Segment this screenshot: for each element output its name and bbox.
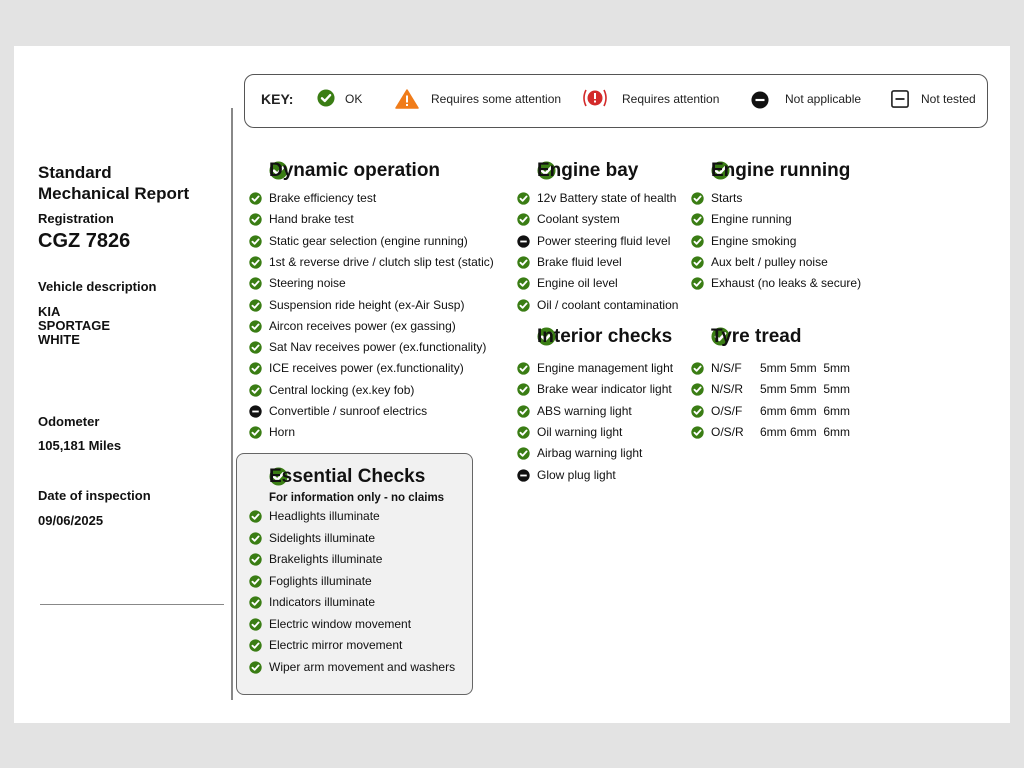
tread-depth-values: 5mm 5mm 5mm bbox=[760, 361, 850, 375]
check-item-label: N/S/R bbox=[711, 382, 744, 396]
signature-line bbox=[40, 604, 224, 605]
tread-depth-values: 5mm 5mm 5mm bbox=[760, 382, 850, 396]
check-item-label: Sat Nav receives power (ex.functionality) bbox=[269, 340, 487, 354]
section-title: Dynamic operation bbox=[269, 160, 441, 181]
check-item-label: Engine management light bbox=[537, 361, 674, 375]
registration-value: CGZ 7826 bbox=[38, 230, 131, 252]
check-item-label: Headlights illuminate bbox=[269, 509, 380, 523]
check-item-label: Starts bbox=[711, 191, 743, 205]
section-title: Engine bay bbox=[537, 160, 639, 181]
report-title: Standard Mechanical Report bbox=[38, 163, 190, 203]
check-item-label: Power steering fluid level bbox=[537, 234, 671, 248]
check-item-label: Airbag warning light bbox=[537, 446, 643, 460]
report-sheet bbox=[14, 46, 1010, 723]
check-item-label: Horn bbox=[269, 425, 296, 439]
check-item-label: Foglights illuminate bbox=[269, 574, 372, 588]
check-item-label: Electric window movement bbox=[269, 617, 412, 631]
key-ok-label: OK bbox=[345, 92, 363, 106]
registration-label: Registration bbox=[38, 211, 114, 226]
check-item-label: Suspension ride height (ex-Air Susp) bbox=[269, 298, 465, 312]
check-item-label: Brake efficiency test bbox=[269, 191, 377, 205]
not-tested-icon bbox=[891, 90, 909, 113]
inspection-date-label: Date of inspection bbox=[38, 488, 151, 503]
tread-depth-values: 6mm 6mm 6mm bbox=[760, 425, 850, 439]
inspection-date-value: 09/06/2025 bbox=[38, 513, 104, 528]
check-item-label: 1st & reverse drive / clutch slip test (static) bbox=[269, 255, 494, 269]
key-na-label: Not applicable bbox=[785, 92, 862, 106]
check-item-label: O/S/R bbox=[711, 425, 744, 439]
key-some-attention-label: Requires some attention bbox=[431, 92, 562, 106]
check-item-label: ICE receives power (ex.functionality) bbox=[269, 361, 464, 375]
attention-alert-icon bbox=[582, 88, 608, 113]
check-item-label: O/S/F bbox=[711, 404, 743, 418]
key-attention-label: Requires attention bbox=[622, 92, 720, 106]
section-title: Engine running bbox=[711, 160, 851, 181]
check-item-label: Aircon receives power (ex gassing) bbox=[269, 319, 456, 333]
check-item-label: Hand brake test bbox=[269, 212, 354, 226]
key-legend bbox=[244, 74, 988, 128]
check-item-label: Brake fluid level bbox=[537, 255, 622, 269]
check-item-label: Coolant system bbox=[537, 212, 620, 226]
essential-checks-subtitle: For information only - no claims bbox=[269, 492, 445, 504]
check-item-label: Brakelights illuminate bbox=[269, 552, 383, 566]
check-item-label: Oil / coolant contamination bbox=[537, 298, 679, 312]
check-item-label: Engine oil level bbox=[537, 276, 618, 290]
column-divider bbox=[231, 108, 233, 700]
key-not-tested-label: Not tested bbox=[921, 92, 976, 106]
check-item-label: Engine running bbox=[711, 212, 792, 226]
check-item-label: Glow plug light bbox=[537, 468, 616, 482]
tread-depth-values: 6mm 6mm 6mm bbox=[760, 404, 850, 418]
check-item-label: Electric mirror movement bbox=[269, 638, 403, 652]
check-item-label: Exhaust (no leaks & secure) bbox=[711, 276, 862, 290]
section-title: Interior checks bbox=[537, 326, 673, 347]
vehicle-description: KIA SPORTAGE WHITE bbox=[38, 304, 110, 347]
check-item-label: Engine smoking bbox=[711, 234, 797, 248]
section-title: Essential Checks bbox=[269, 466, 426, 487]
check-item-label: Oil warning light bbox=[537, 425, 623, 439]
odometer-label: Odometer bbox=[38, 414, 100, 429]
check-item-label: Sidelights illuminate bbox=[269, 531, 376, 545]
warning-triangle-icon bbox=[395, 89, 419, 114]
check-item-label: Central locking (ex.key fob) bbox=[269, 383, 415, 397]
not-applicable-icon bbox=[751, 91, 769, 114]
check-item-label: Wiper arm movement and washers bbox=[269, 660, 456, 674]
ok-check-icon bbox=[317, 89, 335, 112]
section-title: Tyre tread bbox=[711, 326, 802, 347]
check-item-label: Convertible / sunroof electrics bbox=[269, 404, 428, 418]
check-item-label: Static gear selection (engine running) bbox=[269, 234, 468, 248]
odometer-value: 105,181 Miles bbox=[38, 438, 122, 453]
vehicle-description-label: Vehicle description bbox=[38, 279, 157, 294]
check-item-label: Brake wear indicator light bbox=[537, 382, 672, 396]
check-item-label: Aux belt / pulley noise bbox=[711, 255, 828, 269]
key-title: KEY: bbox=[261, 91, 294, 107]
check-item-label: 12v Battery state of health bbox=[537, 191, 677, 205]
check-item-label: ABS warning light bbox=[537, 404, 632, 418]
check-item-label: Steering noise bbox=[269, 276, 346, 290]
check-item-label: Indicators illuminate bbox=[269, 595, 376, 609]
check-item-label: N/S/F bbox=[711, 361, 742, 375]
